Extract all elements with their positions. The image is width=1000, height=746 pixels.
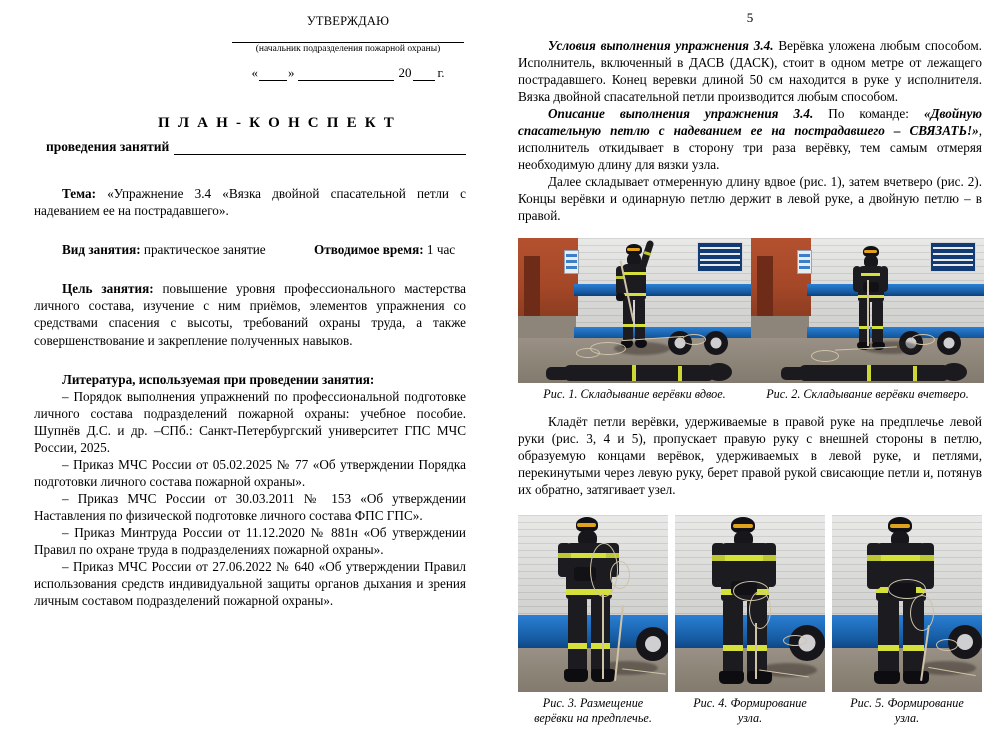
- fold-paragraph: Далее складывает отмеренную длину вдвое (рис. 1), затем вчетверо (рис. 2). Концы верёвки и одинарную петлю держит в левой руке, а двойную петлю – в правой.: [518, 173, 982, 223]
- helmet-visor: [733, 524, 753, 528]
- victim-stripe: [632, 365, 636, 381]
- spacer: [34, 258, 466, 280]
- figure-3-photo: [518, 515, 668, 692]
- date-day-blank: [259, 69, 287, 81]
- subtitle-row: [34, 139, 466, 155]
- figure-4-caption-line2: узла.: [737, 711, 763, 725]
- wall-notice-sign: [797, 250, 812, 274]
- conditions-text: Верёвка уложена любым способом. Исполнитель, включенный в ДАСВ (ДАСК), стоит в одном метре от лежащего пострадавшего. Конец веревки длиной 50 см находится в руке у исполнителя. Вязка двойной спасательной петли производится любым способом.: [518, 38, 982, 104]
- figure-3-caption: [518, 696, 668, 726]
- right-arm: [880, 266, 888, 292]
- victim-head: [941, 363, 967, 381]
- goal-label: Цель занятия:: [62, 281, 154, 297]
- literature-heading-text: Литература, используемая при проведении занятия:: [62, 371, 375, 387]
- leg-stripe: [872, 326, 883, 329]
- glove: [863, 282, 879, 292]
- figure-2-photo: [751, 238, 984, 383]
- victim-figure: [781, 362, 966, 383]
- leg-stripe: [568, 643, 587, 649]
- figure-1: [518, 238, 751, 402]
- figure-5-photo: [832, 515, 982, 692]
- approval-signature-rule: [232, 33, 464, 43]
- allotted-time-label: Отводимое время:: [314, 242, 424, 258]
- reflective-stripe: [876, 555, 926, 561]
- rope-loop: [910, 595, 934, 631]
- reflective-stripe: [721, 555, 769, 561]
- victim-stripe: [678, 366, 682, 381]
- figure-5: [832, 515, 982, 726]
- arm-stripe: [712, 555, 725, 561]
- rope-loop: [610, 561, 630, 589]
- boot: [874, 671, 900, 684]
- leg-stripe: [903, 645, 924, 651]
- theme-paragraph: [34, 185, 466, 219]
- figure-3: [518, 515, 668, 726]
- leg: [878, 599, 899, 675]
- goal-text: повышение уровня профессионального мастерства личного состава, изучение с ним приёмов, элементов упражнения со средствами спасения с высоты, требований охраны труда, а также совершенствование и закрепление полученных навыков.: [34, 281, 466, 348]
- left-arm: [712, 543, 725, 587]
- leg: [723, 599, 743, 675]
- leg: [568, 597, 587, 673]
- leg: [635, 298, 645, 342]
- victim-arm: [781, 367, 805, 380]
- figure-4-photo: [675, 515, 825, 692]
- lesson-type-cell: [62, 241, 314, 258]
- boot: [903, 671, 929, 684]
- helmet-visor: [890, 524, 910, 528]
- literature-item: – Приказ МЧС России от 27.06.2022 № 640 «Об утверждении Правил использования средств индивидуальной защиты органов дыхания и зрения личным составом подразделений пожарной охраны».: [34, 558, 466, 608]
- figure-3-caption-line2: верёвки на предплечье.: [534, 711, 652, 725]
- allotted-time-cell: [314, 241, 466, 258]
- description-command: «Двойную спасательную петлю с надеванием ее на пострадавшего – СВЯЗАТЬ!»: [518, 105, 982, 138]
- figure-1-photo: [518, 238, 751, 383]
- date-year-prefix: 20: [398, 65, 412, 81]
- date-month-blank: [298, 69, 394, 81]
- figure-2: [751, 238, 984, 402]
- victim-arm: [546, 367, 570, 380]
- boot: [719, 671, 744, 684]
- approval-title: УТВЕРЖДАЮ: [306, 14, 390, 28]
- date-quote-close: »: [287, 65, 295, 81]
- arm-stripe: [763, 555, 776, 561]
- victim-figure: [546, 362, 731, 383]
- boot: [564, 669, 588, 682]
- victim-stripe: [867, 365, 871, 381]
- subtitle-label: проведения занятий: [46, 139, 170, 155]
- spacer: [34, 155, 466, 185]
- victim-body: [564, 365, 714, 381]
- victim-body: [799, 365, 949, 381]
- firefighter-figure: [849, 246, 901, 350]
- firefighter-figure: [709, 517, 783, 685]
- figure-4: [675, 515, 825, 726]
- trailer-banner-sign: [930, 242, 976, 272]
- lesson-meta-row: [34, 241, 466, 258]
- rescue-rope: [867, 280, 869, 346]
- figure-2-caption: Рис. 2. Складывание верёвки вчетверо.: [766, 387, 969, 402]
- leg-stripe: [635, 324, 645, 327]
- arm-stripe: [867, 555, 881, 561]
- leg-stripe: [878, 645, 899, 651]
- right-column: [500, 0, 1000, 746]
- leg-stripe: [623, 324, 633, 327]
- goal-paragraph: [34, 280, 466, 348]
- figure-row-bottom: [518, 515, 982, 726]
- theme-text: «Упражнение 3.4 «Вязка двойной спасательной петли с надеванием ее на пострадавшего».: [34, 186, 466, 219]
- literature-heading: [34, 371, 466, 388]
- date-line: [232, 65, 464, 81]
- spacer: [34, 219, 466, 241]
- loops-paragraph: Кладёт петли верёвки, удерживаемые в правой руке на предплечье левой руки (рис. 3, 4 и 5), пропускает правую руку с внешней стороны в петлю, образуемую концами верёвок, удерживаемых в левой руке, и петлями, перекинутыми через левую руку, берет правой рукой свисающие петли и, потянув их обратно, затягивает узел.: [518, 414, 982, 498]
- firefighter-figure: [610, 244, 666, 350]
- allotted-time-value: 1 час: [423, 242, 456, 258]
- reflective-stripe: [858, 295, 884, 298]
- leg-stripe: [747, 645, 767, 651]
- figure-row-top: [518, 238, 982, 402]
- victim-head: [706, 363, 732, 381]
- rope-loop: [749, 591, 771, 629]
- leg-stripe: [723, 645, 743, 651]
- trailer-wheel: [636, 627, 668, 661]
- helmet-visor: [577, 523, 596, 527]
- date-quote-open: «: [251, 65, 258, 81]
- left-arm: [867, 543, 881, 589]
- leg: [872, 300, 883, 344]
- figure-5-caption-line1: Рис. 5. Формирование: [850, 696, 964, 711]
- wall-notice-sign: [564, 250, 579, 274]
- boot: [747, 671, 772, 684]
- theme-label: Тема:: [62, 186, 97, 202]
- figure-1-caption: Рис. 1. Складывание верёвки вдвое.: [543, 387, 726, 402]
- date-year-blank: [413, 69, 435, 81]
- arm-stripe: [920, 555, 934, 561]
- page-number: 5: [746, 10, 754, 25]
- leg: [591, 597, 610, 673]
- brick-door: [757, 256, 773, 316]
- description-lead: По команде:: [813, 105, 924, 121]
- conditions-heading: Условия выполнения упражнения 3.4.: [548, 38, 774, 53]
- lesson-type-label: Вид занятия:: [62, 242, 141, 258]
- rope-hanging: [602, 593, 604, 679]
- spacer: [34, 349, 466, 371]
- description-tail: , исполнитель откидывает в сторону три раза верёвку, тем самым отмеряя необходимую длину для вязки узла.: [518, 122, 982, 172]
- arm-stripe: [558, 553, 571, 558]
- description-paragraph: [518, 106, 982, 174]
- rope-hanging: [755, 623, 757, 679]
- approval-block: [232, 14, 464, 81]
- reflective-stripe: [622, 293, 646, 296]
- left-arm: [853, 266, 861, 292]
- figure-3-caption-line1: Рис. 3. Размещение: [542, 696, 644, 711]
- literature-item: – Приказ МЧС России от 05.02.2025 № 77 «Об утверждении Порядка подготовки личного состава пожарной охраны».: [34, 456, 466, 489]
- figure-5-caption: [832, 696, 982, 726]
- date-year-suffix: г.: [437, 65, 445, 81]
- boot: [635, 340, 647, 348]
- right-arm: [763, 543, 776, 587]
- literature-item: – Приказ МЧС России от 30.03.2011 № 153 «Об утверждении Наставления по физической подготовке личного состава ФПС ГПС».: [34, 490, 466, 523]
- leg-stripe: [591, 643, 610, 649]
- conditions-paragraph: [518, 38, 982, 106]
- left-arm: [558, 543, 571, 577]
- figure-5-caption-line2: узла.: [894, 711, 920, 725]
- description-heading: Описание выполнения упражнения 3.4.: [548, 105, 814, 121]
- victim-stripe: [913, 366, 917, 381]
- figure-4-caption: [675, 696, 825, 726]
- literature-item: – Порядок выполнения упражнений по профессиональной подготовке личного состава подразделений пожарной охраны: учебное пособие. Шупнёв Д.С. и др. –СПб.: Санкт-Петербургский университет ГПС МЧС России, 2025.: [34, 388, 466, 455]
- raised-arm: [639, 240, 655, 271]
- literature-item: – Приказ Минтруда России от 11.12.2020 № 881н «Об утверждении Правил по охране труда в подразделениях пожарной охраны».: [34, 524, 466, 557]
- reflective-stripe: [622, 272, 646, 275]
- figure-4-caption-line1: Рис. 4. Формирование: [693, 696, 807, 711]
- brick-door: [524, 256, 540, 316]
- page-title: П Л А Н - К О Н С П Е К Т: [158, 115, 396, 132]
- lesson-type-value: практическое занятие: [140, 242, 266, 258]
- trailer-banner-sign: [697, 242, 743, 272]
- subtitle-blank-rule: [174, 141, 466, 155]
- approval-subcaption: (начальник подразделения пожарной охраны): [255, 43, 441, 54]
